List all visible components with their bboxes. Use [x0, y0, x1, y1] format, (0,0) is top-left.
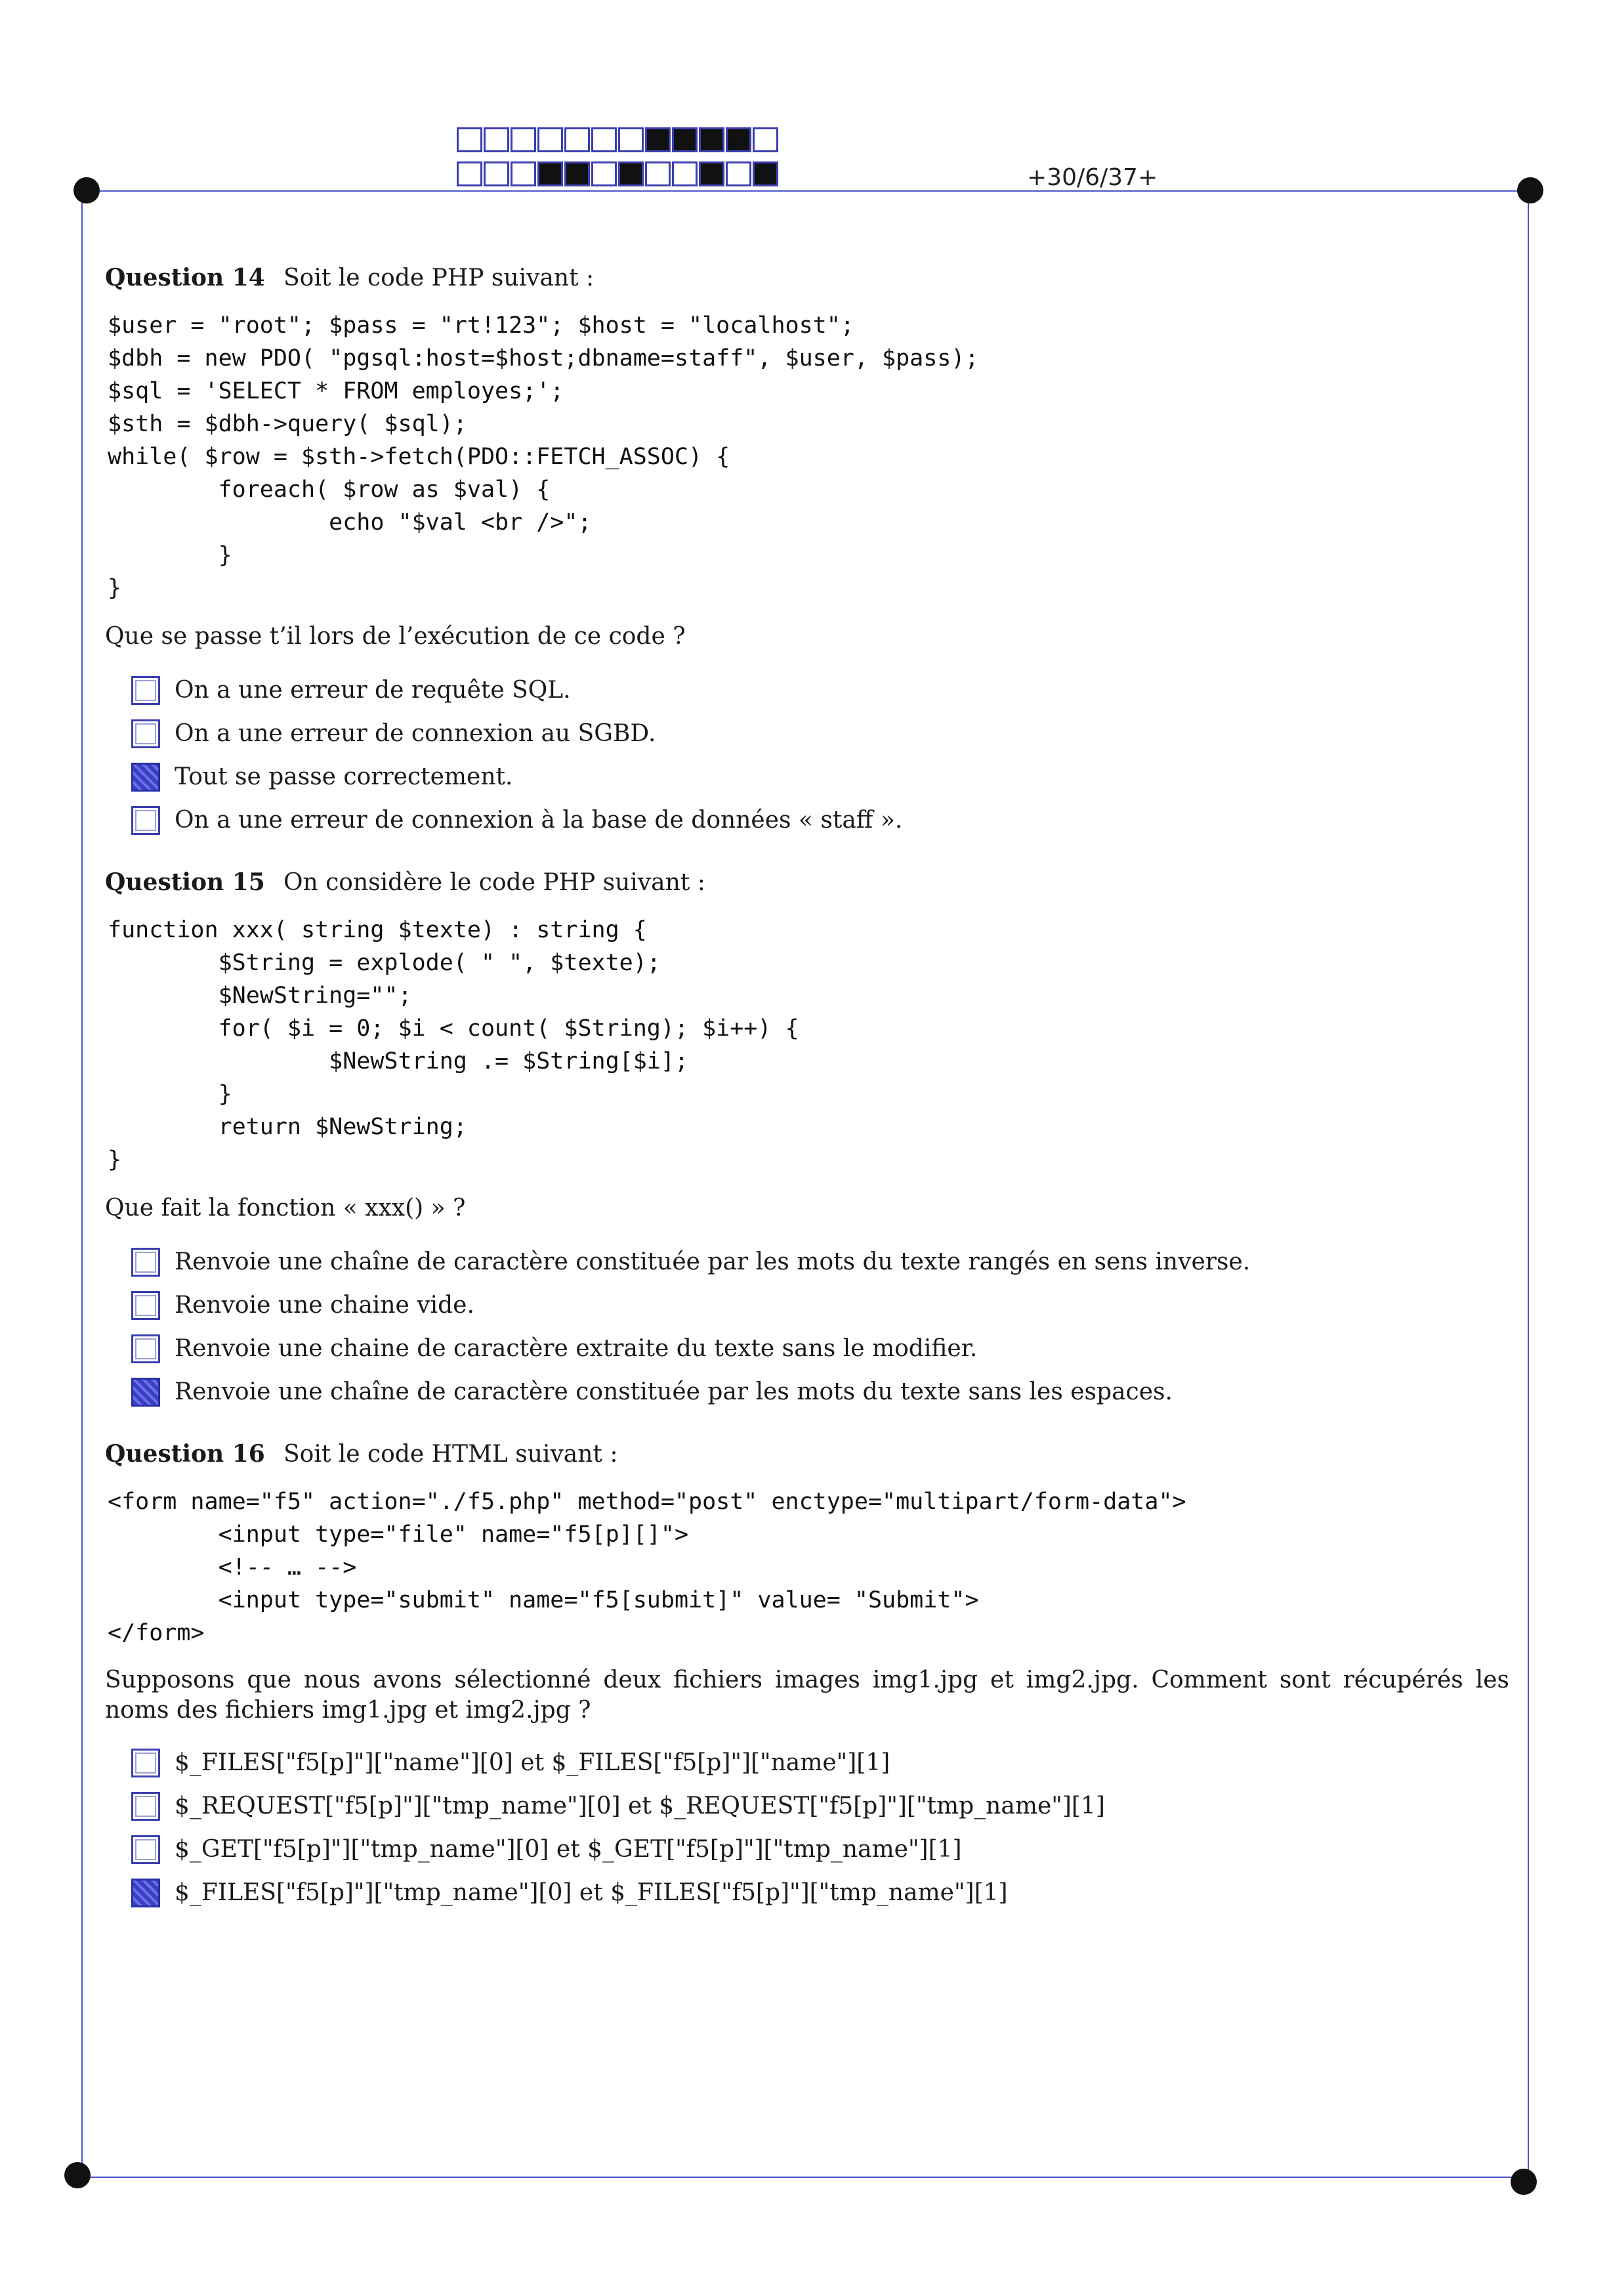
answer-option[interactable]: On a une erreur de connexion à la base de données « staff ».	[131, 799, 1509, 842]
barcode-cell	[726, 127, 751, 152]
answer-list	[131, 1741, 1509, 1915]
checkbox[interactable]	[131, 1248, 160, 1277]
question-14	[105, 261, 1509, 842]
checkbox[interactable]	[131, 1378, 160, 1407]
question-prompt: Que fait la fonction « xxx() » ?	[105, 1195, 466, 1222]
barcode-cell	[618, 161, 644, 186]
checkbox[interactable]	[131, 1879, 160, 1907]
question-16	[105, 1437, 1509, 1915]
barcode-cell	[645, 161, 671, 186]
answer-option[interactable]: Renvoie une chaîne de caractère constituée par les mots du texte rangés en sens inverse.	[131, 1241, 1509, 1284]
barcode-row-2	[457, 161, 780, 186]
corner-mark-top-right	[1517, 177, 1543, 203]
barcode-cell	[537, 161, 563, 186]
answer-option[interactable]: $_REQUEST["f5[p]"]["tmp_name"][0] et $_REQUEST["f5[p]"]["tmp_name"][1]	[131, 1785, 1509, 1828]
checkbox[interactable]	[131, 763, 160, 792]
answer-option[interactable]: On a une erreur de requête SQL.	[131, 669, 1509, 712]
barcode-cell	[484, 161, 509, 186]
answer-list	[131, 1241, 1509, 1414]
frame-left-line	[81, 190, 83, 2177]
answer-option[interactable]: Tout se passe correctement.	[131, 755, 1509, 799]
barcode-cell	[699, 161, 724, 186]
exam-content	[105, 261, 1509, 1938]
question-number: Question 14	[105, 264, 265, 291]
checkbox[interactable]	[131, 1749, 160, 1777]
question-prompt: Que se passe t’il lors de l’exécution de ce code ?	[105, 623, 686, 650]
barcode-cell	[564, 127, 590, 152]
barcode-cell	[753, 127, 778, 152]
question-intro: Soit le code PHP suivant :	[283, 265, 595, 291]
checkbox[interactable]	[131, 1291, 160, 1320]
barcode-row-1	[457, 127, 780, 152]
checkbox[interactable]	[131, 719, 160, 748]
checkbox[interactable]	[131, 1334, 160, 1363]
barcode-cell	[511, 161, 536, 186]
code-block: $user = "root"; $pass = "rt!123"; $host = "localhost"; $dbh = new PDO( "pgsql:host=$host;dbname=staff", $user, $pass); $sql = 'SELECT * FROM employes;'; $sth = $dbh->query( $sql); while( $row = $sth->fetch(PDO::FETCH_ASSOC) { foreach( $row as $val) { echo "$val <br />"; } }	[108, 312, 979, 601]
checkbox[interactable]	[131, 1792, 160, 1821]
barcode-cell	[672, 161, 698, 186]
barcode-cell	[618, 127, 644, 152]
barcode-cell	[511, 127, 536, 152]
barcode-cell	[591, 127, 617, 152]
barcode-cell	[457, 127, 482, 152]
page-id: +30/6/37+	[1027, 164, 1158, 191]
question-prompt: Supposons que nous avons sélectionné deux fichiers images img1.jpg et img2.jpg. Comment sont récupérés les noms des fichiers img1.jpg et img2.jpg ?	[105, 1667, 1509, 1724]
answer-option[interactable]: $_FILES["f5[p]"]["name"][0] et $_FILES["f5[p]"]["name"][1]	[131, 1741, 1509, 1785]
barcode-cell	[645, 127, 671, 152]
answer-option[interactable]: $_FILES["f5[p]"]["tmp_name"][0] et $_FILES["f5[p]"]["tmp_name"][1]	[131, 1871, 1509, 1915]
barcode-cell	[699, 127, 724, 152]
question-intro: On considère le code PHP suivant :	[283, 869, 705, 896]
answer-option[interactable]: $_GET["f5[p]"]["tmp_name"][0] et $_GET["f5[p]"]["tmp_name"][1]	[131, 1828, 1509, 1871]
question-15	[105, 866, 1509, 1414]
checkbox[interactable]	[131, 676, 160, 705]
barcode-cell	[564, 161, 590, 186]
answer-option[interactable]: Renvoie une chaîne de caractère constituée par les mots du texte sans les espaces.	[131, 1371, 1509, 1414]
checkbox[interactable]	[131, 806, 160, 835]
answer-option[interactable]: On a une erreur de connexion au SGBD.	[131, 712, 1509, 755]
barcode-cell	[726, 161, 751, 186]
question-number: Question 16	[105, 1440, 265, 1468]
corner-mark-bottom-right	[1511, 2169, 1537, 2195]
question-intro: Soit le code HTML suivant :	[283, 1441, 618, 1468]
corner-mark-bottom-left	[64, 2162, 91, 2188]
answer-option[interactable]: Renvoie une chaine vide.	[131, 1284, 1509, 1327]
barcode-cell	[753, 161, 778, 186]
checkbox[interactable]	[131, 1835, 160, 1864]
barcode-cell	[537, 127, 563, 152]
barcode-cell	[591, 161, 617, 186]
answer-option[interactable]: Renvoie une chaine de caractère extraite du texte sans le modifier.	[131, 1327, 1509, 1371]
barcode-cell	[672, 127, 698, 152]
barcode-cell	[457, 161, 482, 186]
corner-mark-top-left	[73, 177, 100, 203]
barcode-cell	[484, 127, 509, 152]
code-block: function xxx( string $texte) : string { $String = explode( " ", $texte); $NewString=""; for( $i = 0; $i < count( $String); $i++) { $NewString .= $String[$i]; } return $NewString; }	[108, 917, 799, 1173]
frame-top-line	[87, 190, 1530, 192]
question-number: Question 15	[105, 868, 265, 896]
code-block: <form name="f5" action="./f5.php" method="post" enctype="multipart/form-data"> <input type="file" name="f5[p][]"> <!-- … --> <input type="submit" name="f5[submit]" value= "Submit"> </form>	[108, 1489, 1186, 1646]
answer-list	[131, 669, 1509, 842]
frame-right-line	[1528, 190, 1529, 2177]
frame-bottom-line	[77, 2177, 1528, 2178]
